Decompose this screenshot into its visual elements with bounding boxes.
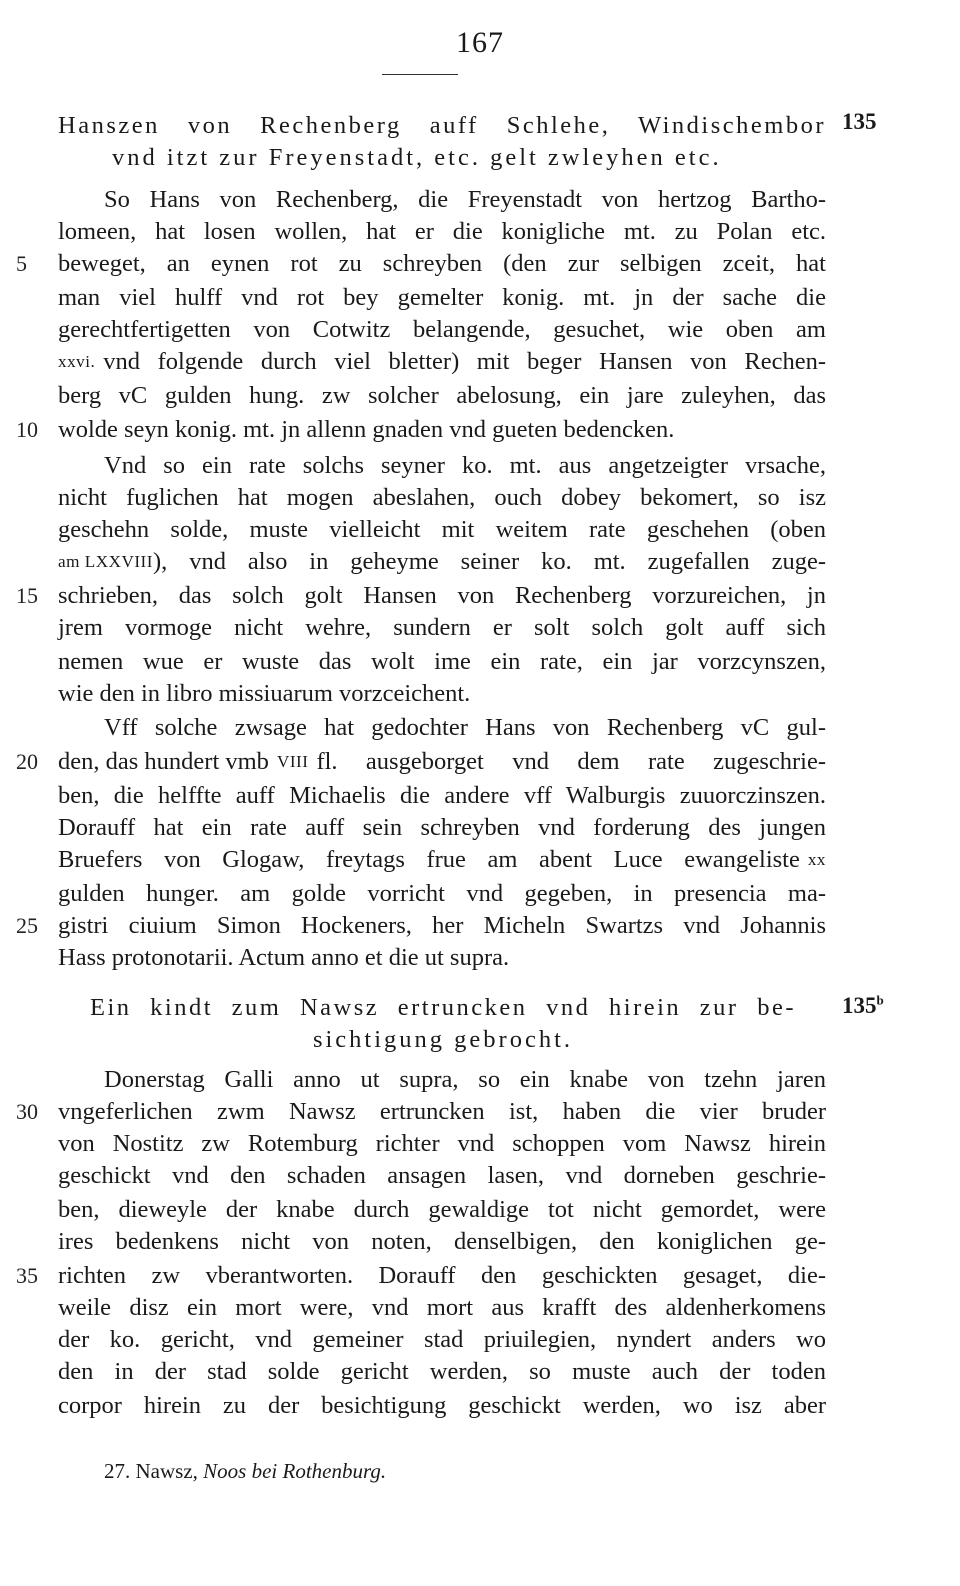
text-line (58, 844, 826, 875)
text-line: Dorauff hat ein rate auff sein schreyben vnd forderung des jungen (58, 814, 826, 841)
text-line: man viel hulff vnd rot bey gemelter konig. mt. jn der sache die (58, 284, 826, 311)
line-number: 10 (16, 417, 38, 442)
text-line: Vnd so ein rate solchs seyner ko. mt. aus angetzeigter vrsache, (104, 452, 826, 479)
text-segment: Bruefers von Glogaw, freytags frue am abent Luce ewangeliste (58, 846, 800, 873)
text-line (58, 546, 826, 577)
text-line: ben, dieweyle der knabe durch gewaldige tot nicht gemordet, were (58, 1196, 826, 1223)
text-line: corpor hirein zu der besichtigung geschickt werden, wo isz aber (58, 1392, 826, 1419)
text-line: geschickt vnd den schaden ansagen lasen, vnd dorneben geschrie- (58, 1162, 826, 1189)
footnote (104, 1457, 386, 1485)
line-number: 20 (16, 749, 38, 774)
text-line: den in der stad solde gericht werden, so muste auch der toden (58, 1358, 826, 1385)
text-line (58, 346, 826, 377)
text-line: gulden hunger. am golde vorricht vnd gegeben, in presencia ma- (58, 880, 826, 907)
text-line: Hass protonotarii. Actum anno et die ut supra. (58, 944, 510, 971)
entry-heading-line: vnd itzt zur Freyenstadt, etc. gelt zwleyhen etc. (112, 144, 722, 171)
text-segment: vnd folgende durch viel bletter) mit beger Hansen von Rechen- (103, 348, 826, 375)
text-line: Donerstag Galli anno ut supra, so ein knabe von tzehn jaren (104, 1066, 826, 1093)
text-line: wolde seyn konig. mt. jn allenn gnaden vnd gueten bedencken. (58, 416, 675, 443)
footnote-number: 27. (104, 1459, 131, 1483)
text-line: gistri ciuium Simon Hockeners, her Micheln Swartzs vnd Johannis (58, 912, 826, 939)
text-line: ires bedenkens nicht von noten, denselbigen, den koniglichen ge- (58, 1228, 826, 1255)
entry-heading-line: Ein kindt zum Nawsz ertruncken vnd hirein zur be- (90, 994, 796, 1021)
page-number: 167 (456, 26, 504, 59)
text-line: von Nostitz zw Rotemburg richter vnd schoppen vom Nawsz hirein (58, 1130, 826, 1157)
text-line: nicht fuglichen hat mogen abeslahen, ouch dobey bekomert, so isz (58, 484, 826, 511)
text-line: wie den in libro missiuarum vorzceichent. (58, 680, 471, 707)
text-line: vngeferlichen zwm Nawsz ertruncken ist, haben die vier bruder (58, 1098, 826, 1125)
text-line: weile disz ein mort were, vnd mort aus krafft des aldenherkomens (58, 1294, 826, 1321)
text-line: Vff solche zwsage hat gedochter Hans von Rechenberg vC gul- (104, 714, 826, 741)
roman-numeral: am LXXVIII (58, 552, 153, 571)
text-segment: fl. ausgeborget vnd dem rate zugeschrie- (316, 748, 826, 775)
text-line: jrem vormoge nicht wehre, sundern er solt solch golt auff sich (58, 614, 826, 641)
header-rule (382, 74, 458, 75)
line-number: 5 (16, 251, 27, 276)
text-line: lomeen, hat losen wollen, hat er die konigliche mt. zu Polan etc. (58, 218, 826, 245)
entry-heading-line: sichtigung gebrocht. (312, 1026, 574, 1053)
text-line: ben, die helffte auff Michaelis die andere vff Walburgis zuuorczinszen. (58, 782, 826, 809)
roman-numeral: xxvi. (58, 352, 96, 371)
footnote-gloss: Noos bei Rothenburg. (203, 1459, 387, 1483)
text-line: gerechtfertigetten von Cotwitz belangende, gesuchet, wie oben am (58, 316, 826, 343)
text-line: richten zw vberantworten. Dorauff den geschickten gesaget, die- (58, 1262, 826, 1289)
text-line: So Hans von Rechenberg, die Freyenstadt von hertzog Bartho- (104, 186, 826, 213)
footnote-term: Nawsz, (135, 1459, 198, 1483)
entry-heading-line: Hanszen von Rechenberg auff Schlehe, Windischembor (58, 112, 826, 139)
roman-numeral: xx (807, 850, 826, 869)
margin-reference: 135 (842, 109, 877, 134)
text-segment: ), vnd also in geheyme seiner ko. mt. zugefallen zuge- (152, 548, 826, 575)
text-segment: den, das hundert vmb (58, 748, 269, 775)
text-line: nemen wue er wuste das wolt ime ein rate, ein jar vorzcynszen, (58, 648, 826, 675)
text-line: beweget, an eynen rot zu schreyben (den zur selbigen zceit, hat (58, 250, 826, 277)
text-line: geschehn solde, muste vielleicht mit weitem rate geschehen (oben (58, 516, 826, 543)
line-number: 25 (16, 913, 38, 938)
text-line: schrieben, das solch golt Hansen von Rechenberg vorzureichen, jn (58, 582, 826, 609)
line-number: 30 (16, 1099, 38, 1124)
margin-reference-number: 135 (842, 993, 877, 1018)
roman-numeral: VIII (276, 752, 309, 771)
margin-reference-suffix: b (876, 992, 884, 1008)
line-number: 15 (16, 583, 38, 608)
line-number: 35 (16, 1263, 38, 1288)
text-line (58, 746, 826, 777)
text-line: der ko. gericht, vnd gemeiner stad priuilegien, nyndert anders wo (58, 1326, 826, 1353)
text-line: berg vC gulden hung. zw solcher abelosung, ein jare zuleyhen, das (58, 382, 826, 409)
margin-reference (842, 990, 884, 1021)
